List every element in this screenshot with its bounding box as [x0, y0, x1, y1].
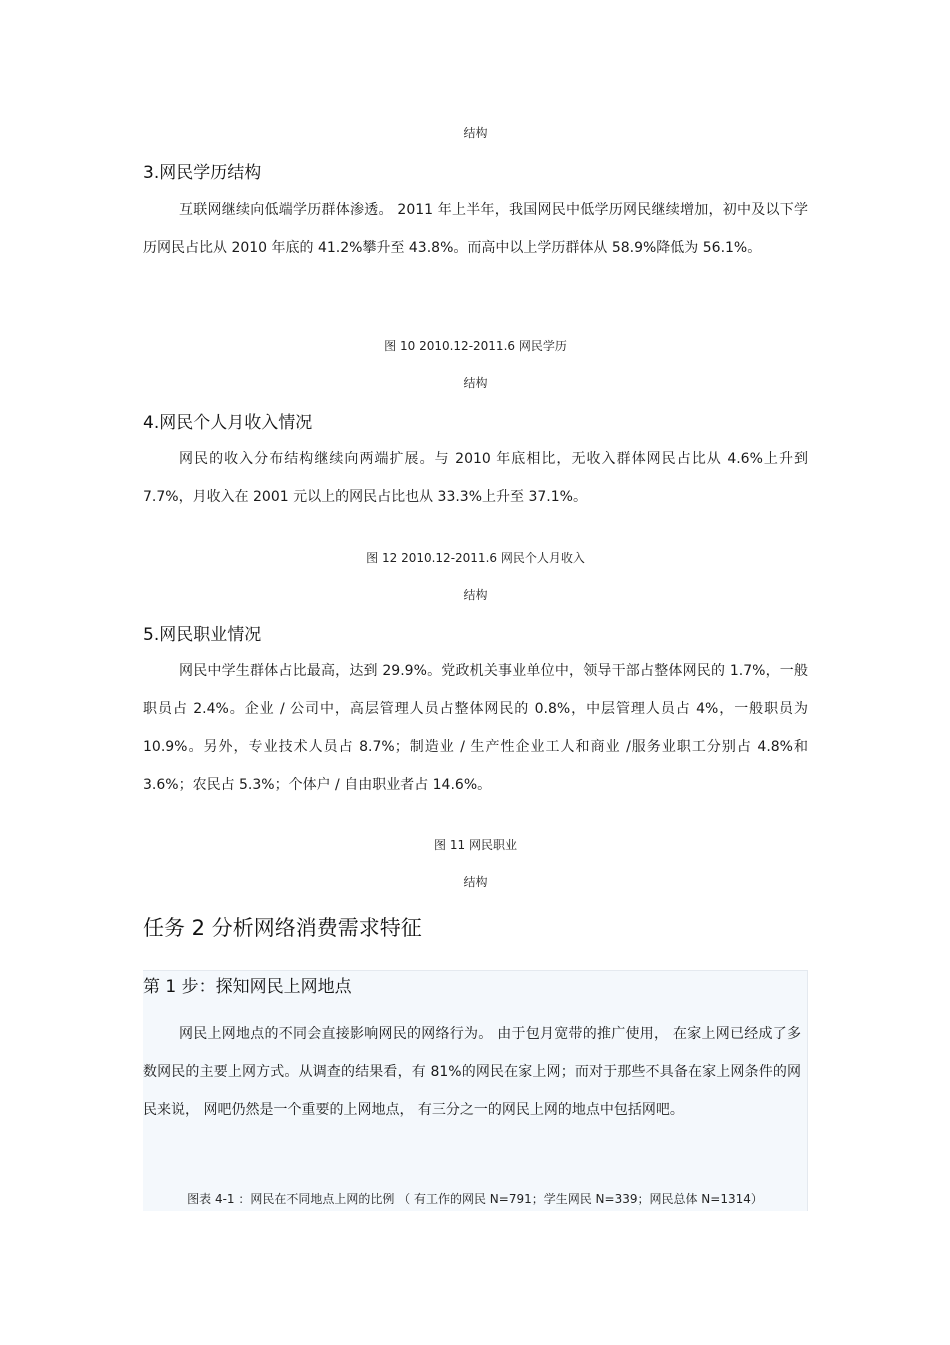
figure-caption-income-2: 结构: [463, 588, 488, 602]
step-title: 第 1 步：探知网民上网地点: [143, 977, 352, 997]
paragraph-education: 互联网继续向低端学历群体渗透。 2011 年上半年，我国网民中低学历网民继续增加，初中及以下学历网民占比从 2010 年底的 41.2%攀升至 43.8%。而高中以上学历群体从 58.9%降低为 56.1%。: [143, 202, 808, 256]
figure-caption-occupation: 图 11 网民职业: [434, 838, 517, 852]
figure-caption-education: 图 10 2010.12-2011.6 网民学历: [384, 339, 567, 353]
task-title: 任务 2 分析网络消费需求特征: [143, 916, 422, 940]
figure-caption-continuation: 结构: [463, 126, 488, 140]
paragraph-step: 网民上网地点的不同会直接影响网民的网络行为。 由于包月宽带的推广使用， 在家上网已经成了多数网民的主要上网方式。从调查的结果看，有 81%的网民在家上网；而对于那些不具备在家上网条件的网民来说， 网吧仍然是一个重要的上网地点， 有三分之一的网民上网的地点中包括网吧。: [143, 1026, 801, 1118]
section-heading-education: 3.网民学历结构: [143, 163, 262, 183]
paragraph-occupation: 网民中学生群体占比最高，达到 29.9%。党政机关事业单位中，领导干部占整体网民的 1.7%，一般职员占 2.4%。企业 / 公司中，高层管理人员占整体网民的 0.8%，中层管理人员占 4%，一般职员为 10.9%。另外，专业技术人员占 8.7%；制造业 / 生产性企业工人和商业 /服务业职工分别占 4.8%和 3.6%；农民占 5.3%；个体户 / 自由职业者占 14.6%。: [143, 663, 808, 793]
figure-caption-income: 图 12 2010.12-2011.6 网民个人月收入: [366, 551, 585, 565]
figure-caption-occupation-2: 结构: [463, 875, 488, 889]
paragraph-income: 网民的收入分布结构继续向两端扩展。与 2010 年底相比，无收入群体网民占比从 4.6%上升到 7.7%，月收入在 2001 元以上的网民占比也从 33.3%上升至 37.1%。: [143, 451, 808, 505]
step-box: [143, 970, 808, 1211]
section-heading-occupation: 5.网民职业情况: [143, 625, 262, 645]
section-heading-income: 4.网民个人月收入情况: [143, 413, 313, 433]
table-caption: 图表 4-1 ：网民在不同地点上网的比例 （ 有工作的网民 N=791；学生网民 N=339；网民总体 N=1314）: [187, 1192, 763, 1206]
figure-caption-education-2: 结构: [463, 376, 488, 390]
